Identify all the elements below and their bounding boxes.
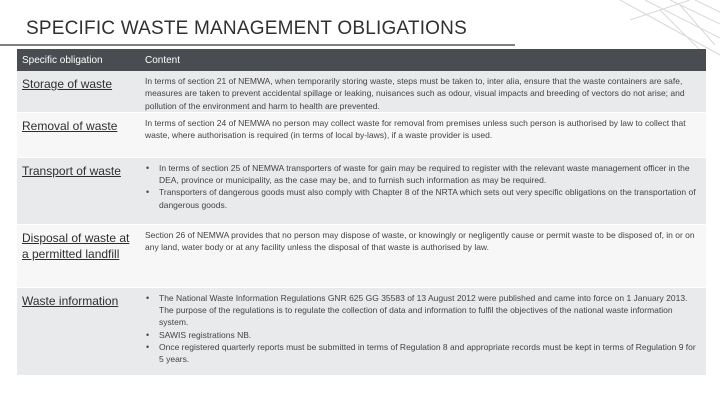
table-row bbox=[17, 157, 706, 224]
content-cell bbox=[140, 157, 706, 224]
table-row bbox=[17, 112, 706, 157]
content-cell: In terms of section 24 of NEMWA no person may collect waste for removal from premises unless such person is authorised by law to collect that waste, where authorisation is required (in terms of local by-laws), if a waste provider is used. bbox=[140, 112, 706, 157]
obligation-transport-of-waste[interactable]: Transport of waste bbox=[17, 157, 140, 224]
content-cell: Section 26 of NEMWA provides that no person may dispose of waste, or knowingly or negligently cause or permit waste to be disposed of, in or on any land, water body or at any facility unless the disposal of that waste is authorised by law. bbox=[140, 224, 706, 287]
obligation-disposal-of-waste[interactable]: Disposal of waste at a permitted landfill bbox=[17, 224, 140, 287]
column-header-content: Content bbox=[140, 49, 706, 71]
bullet-item: • The National Waste Information Regulations GNR 625 GG 35583 of 13 August 2012 were published and came into force on 1 January 2013. The purpose of the regulations is to regulate the collection of data and information to fulfil the objectives of the national waste information system. bbox=[159, 292, 696, 329]
table-row bbox=[17, 71, 706, 112]
bullet-item: • In terms of section 25 of NEMWA transporters of waste for gain may be required to register with the relevant waste management officer in the DEA, province or municipality, as the case may be, and to furnish such information as may be required. bbox=[159, 162, 696, 187]
table-header-row bbox=[17, 49, 706, 71]
bullet-list bbox=[145, 292, 696, 366]
bullet-item: • SAWIS registrations NB. bbox=[159, 329, 696, 341]
table-row bbox=[17, 287, 706, 375]
content-cell: In terms of section 21 of NEMWA, when temporarily storing waste, steps must be taken to, inter alia, ensure that the waste containers are safe, measures are taken to prevent accidental spillage or leaking, nuisances such as odour, visual impacts and breeding of vectors do not arise; and pollution of the environment and harm to health are prevented. bbox=[140, 71, 706, 112]
page-title: SPECIFIC WASTE MANAGEMENT OBLIGATIONS bbox=[26, 18, 467, 39]
table-row bbox=[17, 224, 706, 287]
column-header-obligation: Specific obligation bbox=[17, 49, 140, 71]
content-cell bbox=[140, 287, 706, 375]
bullet-item: • Transporters of dangerous goods must also comply with Chapter 8 of the NRTA which sets out very specific obligations on the transportation of dangerous goods. bbox=[159, 186, 696, 211]
obligations-table bbox=[17, 49, 706, 376]
title-divider bbox=[0, 44, 515, 46]
obligation-storage-of-waste[interactable]: Storage of waste bbox=[17, 71, 140, 112]
obligation-waste-information[interactable]: Waste information bbox=[17, 287, 140, 375]
obligation-removal-of-waste[interactable]: Removal of waste bbox=[17, 112, 140, 157]
bullet-list bbox=[145, 162, 696, 211]
bullet-item: • Once registered quarterly reports must be submitted in terms of Regulation 8 and appropriate records must be kept in terms of Regulation 9 for 5 years. bbox=[159, 341, 696, 366]
